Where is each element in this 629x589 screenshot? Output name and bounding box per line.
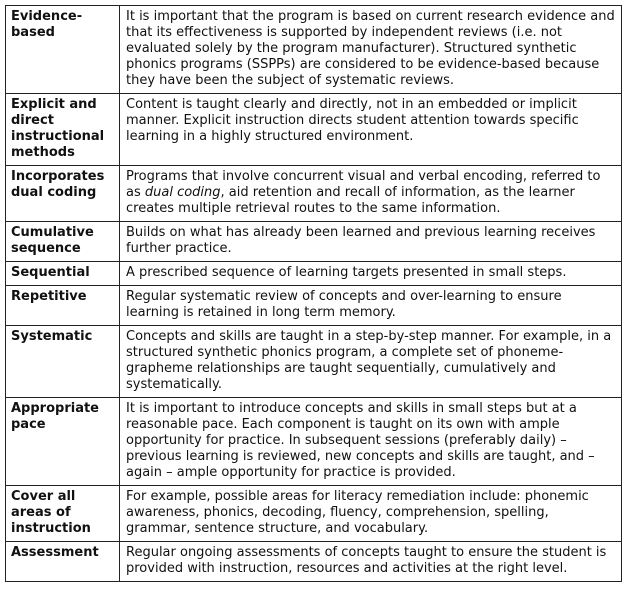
table-row xyxy=(6,6,622,94)
description-cell: Builds on what has already been learned and previous learning receives further practice. xyxy=(120,222,622,262)
table-row xyxy=(6,166,622,222)
description-cell: It is important to introduce concepts and skills in small steps but at a reasonable pace. Each component is taught on its own with ample opportunity for practice. In subsequent sessions (preferably daily) – previous learning is reviewed, new concepts and skills are taught, and – again – ample opportunity for practice is provided. xyxy=(120,398,622,486)
term-cell: Incorporates dual coding xyxy=(6,166,120,222)
term-cell: Systematic xyxy=(6,326,120,398)
table-row xyxy=(6,398,622,486)
description-text: , aid retention and recall of information, as the learner creates multiple retrieval routes to the same information. xyxy=(126,185,575,216)
table-row xyxy=(6,542,622,582)
term-cell: Repetitive xyxy=(6,286,120,326)
term-cell: Assessment xyxy=(6,542,120,582)
description-cell: Content is taught clearly and directly, not in an embedded or implicit manner. Explicit instruction directs student attention towards specific learning in a highly structured environment. xyxy=(120,94,622,166)
table-row xyxy=(6,262,622,286)
table-row xyxy=(6,222,622,262)
term-cell: Explicit and direct instructional methods xyxy=(6,94,120,166)
description-cell: Regular ongoing assessments of concepts taught to ensure the student is provided with instruction, resources and activities at the right level. xyxy=(120,542,622,582)
instruction-principles-table xyxy=(5,5,622,582)
term-cell: Sequential xyxy=(6,262,120,286)
table-row xyxy=(6,326,622,398)
description-cell: For example, possible areas for literacy remediation include: phonemic awareness, phonics, decoding, fluency, comprehension, spelling, grammar, sentence structure, and vocabulary. xyxy=(120,486,622,542)
description-cell: Regular systematic review of concepts and over-learning to ensure learning is retained in long term memory. xyxy=(120,286,622,326)
table-row xyxy=(6,286,622,326)
term-cell: Cumulative sequence xyxy=(6,222,120,262)
term-cell: Evidence-based xyxy=(6,6,120,94)
description-cell: It is important that the program is based on current research evidence and that its effectiveness is supported by independent reviews (i.e. not evaluated solely by the program manufacturer). Structured synthetic phonics programs (SSPPs) are considered to be evidence-based because they have been the subject of systematic reviews. xyxy=(120,6,622,94)
term-cell: Cover all areas of instruction xyxy=(6,486,120,542)
description-cell: A prescribed sequence of learning targets presented in small steps. xyxy=(120,262,622,286)
description-text: Programs that involve concurrent visual and verbal encoding, referred to as xyxy=(126,169,601,200)
emphasized-term: dual coding xyxy=(144,185,221,200)
description-cell xyxy=(120,166,622,222)
description-cell: Concepts and skills are taught in a step-by-step manner. For example, in a structured synthetic phonics program, a complete set of phoneme-grapheme relationships are taught sequentially, cumulatively and systematically. xyxy=(120,326,622,398)
term-cell: Appropriate pace xyxy=(6,398,120,486)
table-row xyxy=(6,94,622,166)
table-row xyxy=(6,486,622,542)
